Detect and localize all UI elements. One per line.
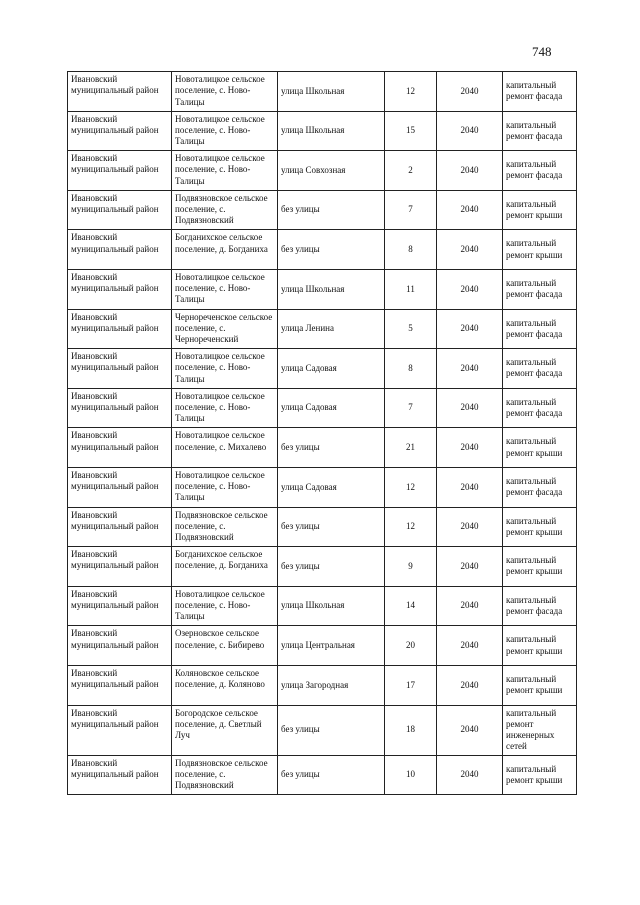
settlement-cell: Новоталицкое сельское поселение, с. Ново-Талицы [172,586,278,626]
district-cell: Ивановский муниципальный район [68,665,172,705]
house-number-cell: 12 [385,507,437,547]
table-row [68,428,577,468]
repair-year-cell: 2040 [437,190,503,230]
settlement-cell: Подвязновское сельское поселение, с. Подвязновский [172,190,278,230]
district-cell: Ивановский муниципальный район [68,230,172,270]
repair-year-cell: 2040 [437,428,503,468]
table-row [68,755,577,795]
street-cell: улица Загородная [278,665,385,705]
house-number-cell: 7 [385,388,437,428]
street-cell: без улицы [278,547,385,587]
district-cell: Ивановский муниципальный район [68,388,172,428]
repair-year-cell: 2040 [437,111,503,151]
settlement-cell: Новоталицкое сельское поселение, с. Ново-Талицы [172,388,278,428]
work-type-cell: капитальный ремонт крыши [503,665,577,705]
work-type-cell: капитальный ремонт фасада [503,151,577,191]
table-row [68,388,577,428]
street-cell: улица Садовая [278,349,385,389]
table-row [68,151,577,191]
settlement-cell: Новоталицкое сельское поселение, с. Михалево [172,428,278,468]
settlement-cell: Новоталицкое сельское поселение, с. Ново-Талицы [172,269,278,309]
house-number-cell: 14 [385,586,437,626]
work-type-cell: капитальный ремонт крыши [503,190,577,230]
settlement-cell: Озерновское сельское поселение, с. Бибирево [172,626,278,666]
street-cell: без улицы [278,705,385,755]
street-cell: улица Школьная [278,72,385,112]
table-row [68,269,577,309]
table-row [68,467,577,507]
settlement-cell: Новоталицкое сельское поселение, с. Ново-Талицы [172,72,278,112]
district-cell: Ивановский муниципальный район [68,111,172,151]
repair-year-cell: 2040 [437,388,503,428]
work-type-cell: капитальный ремонт крыши [503,230,577,270]
page-number: 748 [532,44,552,59]
house-number-cell: 11 [385,269,437,309]
table-row [68,349,577,389]
work-type-cell: капитальный ремонт крыши [503,755,577,795]
house-number-cell: 8 [385,349,437,389]
street-cell: без улицы [278,755,385,795]
street-cell: без улицы [278,230,385,270]
house-number-cell: 15 [385,111,437,151]
work-type-cell: капитальный ремонт инженерных сетей [503,705,577,755]
street-cell: улица Садовая [278,388,385,428]
street-cell: без улицы [278,190,385,230]
settlement-cell: Коляновское сельское поселение, д. Коляново [172,665,278,705]
settlement-cell: Богородское сельское поселение, д. Светлый Луч [172,705,278,755]
table-row [68,507,577,547]
house-number-cell: 7 [385,190,437,230]
repair-year-cell: 2040 [437,705,503,755]
work-type-cell: капитальный ремонт фасада [503,309,577,349]
house-number-cell: 17 [385,665,437,705]
street-cell: улица Центральная [278,626,385,666]
district-cell: Ивановский муниципальный район [68,755,172,795]
house-number-cell: 8 [385,230,437,270]
district-cell: Ивановский муниципальный район [68,547,172,587]
table-row [68,665,577,705]
repair-year-cell: 2040 [437,309,503,349]
street-cell: улица Школьная [278,586,385,626]
house-number-cell: 21 [385,428,437,468]
repair-year-cell: 2040 [437,755,503,795]
repair-year-cell: 2040 [437,151,503,191]
work-type-cell: капитальный ремонт фасада [503,586,577,626]
street-cell: без улицы [278,428,385,468]
settlement-cell: Богданихское сельское поселение, д. Богданиха [172,547,278,587]
repair-year-cell: 2040 [437,349,503,389]
table-row [68,705,577,755]
settlement-cell: Новоталицкое сельское поселение, с. Ново-Талицы [172,467,278,507]
table-row [68,586,577,626]
settlement-cell: Чернореченское сельское поселение, с. Чернореченский [172,309,278,349]
work-type-cell: капитальный ремонт крыши [503,547,577,587]
settlement-cell: Богданихское сельское поселение, д. Богданиха [172,230,278,270]
table-row [68,72,577,112]
repair-year-cell: 2040 [437,230,503,270]
house-number-cell: 12 [385,467,437,507]
work-type-cell: капитальный ремонт крыши [503,428,577,468]
repair-year-cell: 2040 [437,626,503,666]
work-type-cell: капитальный ремонт фасада [503,269,577,309]
district-cell: Ивановский муниципальный район [68,705,172,755]
settlement-cell: Подвязновское сельское поселение, с. Подвязновский [172,507,278,547]
street-cell: без улицы [278,507,385,547]
work-type-cell: капитальный ремонт фасада [503,72,577,112]
work-type-cell: капитальный ремонт фасада [503,388,577,428]
district-cell: Ивановский муниципальный район [68,269,172,309]
house-number-cell: 2 [385,151,437,191]
table-row [68,190,577,230]
table-row [68,111,577,151]
district-cell: Ивановский муниципальный район [68,190,172,230]
repair-year-cell: 2040 [437,269,503,309]
repair-year-cell: 2040 [437,72,503,112]
settlement-cell: Новоталицкое сельское поселение, с. Ново-Талицы [172,151,278,191]
street-cell: улица Совхозная [278,151,385,191]
work-type-cell: капитальный ремонт фасада [503,111,577,151]
house-number-cell: 20 [385,626,437,666]
district-cell: Ивановский муниципальный район [68,467,172,507]
work-type-cell: капитальный ремонт крыши [503,626,577,666]
work-type-cell: капитальный ремонт фасада [503,467,577,507]
street-cell: улица Школьная [278,269,385,309]
repair-year-cell: 2040 [437,507,503,547]
settlement-cell: Новоталицкое сельское поселение, с. Ново-Талицы [172,111,278,151]
street-cell: улица Ленина [278,309,385,349]
district-cell: Ивановский муниципальный район [68,349,172,389]
district-cell: Ивановский муниципальный район [68,428,172,468]
street-cell: улица Школьная [278,111,385,151]
work-type-cell: капитальный ремонт крыши [503,507,577,547]
house-number-cell: 5 [385,309,437,349]
table-row [68,626,577,666]
house-number-cell: 9 [385,547,437,587]
settlement-cell: Подвязновское сельское поселение, с. Подвязновский [172,755,278,795]
district-cell: Ивановский муниципальный район [68,151,172,191]
settlement-cell: Новоталицкое сельское поселение, с. Ново-Талицы [172,349,278,389]
street-cell: улица Садовая [278,467,385,507]
house-number-cell: 12 [385,72,437,112]
district-cell: Ивановский муниципальный район [68,72,172,112]
house-number-cell: 18 [385,705,437,755]
work-type-cell: капитальный ремонт фасада [503,349,577,389]
table-row [68,230,577,270]
repair-year-cell: 2040 [437,665,503,705]
district-cell: Ивановский муниципальный район [68,309,172,349]
repair-year-cell: 2040 [437,547,503,587]
table-body [68,72,577,795]
repair-year-cell: 2040 [437,467,503,507]
table-row [68,547,577,587]
house-number-cell: 10 [385,755,437,795]
district-cell: Ивановский муниципальный район [68,586,172,626]
housing-repair-table [67,71,577,795]
table-row [68,309,577,349]
repair-year-cell: 2040 [437,586,503,626]
district-cell: Ивановский муниципальный район [68,507,172,547]
district-cell: Ивановский муниципальный район [68,626,172,666]
